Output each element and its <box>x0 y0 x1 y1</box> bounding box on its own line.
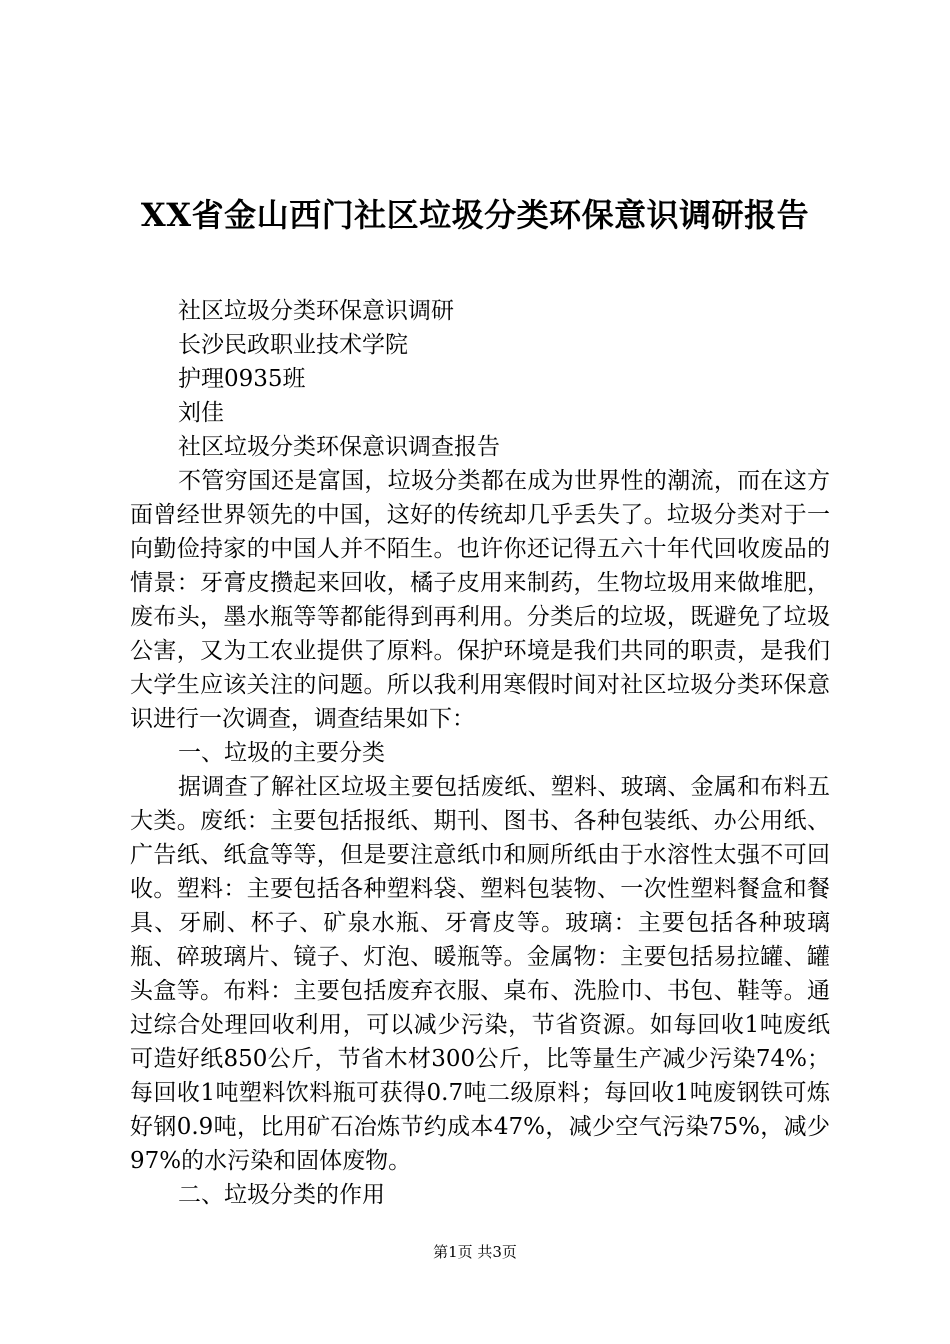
classification-paragraph: 据调查了解社区垃圾主要包括废纸、塑料、玻璃、金属和布料五大类。废纸：主要包括报纸、期刊、图书、各种包装纸、办公用纸、广告纸、纸盒等等，但是要注意纸巾和厕所纸由于水溶性太强不可回收。塑料：主要包括各种塑料袋、塑料包装物、一次性塑料餐盒和餐具、牙刷、杯子、矿泉水瓶、牙膏皮等。玻璃：主要包括各种玻璃瓶、碎玻璃片、镜子、灯泡、暖瓶等。金属物：主要包括易拉罐、罐头盒等。布料：主要包括废弃衣服、桌布、洗脸巾、书包、鞋等。通过综合处理回收利用，可以减少污染，节省资源。如每回收1吨废纸可造好纸850公斤，节省木材300公斤，比等量生产减少污染74%；每回收1吨塑料饮料瓶可获得0.7吨二级原料；每回收1吨废钢铁可炼好钢0.9吨，比用矿石冶炼节约成本47%，减少空气污染75%，减少97%的水污染和固体废物。 <box>130 774 830 1174</box>
subtitle-line: 社区垃圾分类环保意识调研 <box>178 298 454 324</box>
author-line: 刘佳 <box>178 400 224 426</box>
section-heading-2: 二、垃圾分类的作用 <box>178 1182 385 1208</box>
intro-paragraph: 不管穷国还是富国，垃圾分类都在成为世界性的潮流，而在这方面曾经世界领先的中国，这好的传统却几乎丢失了。垃圾分类对于一向勤俭持家的中国人并不陌生。也许你还记得五六十年代回收废品的情景：牙膏皮攒起来回收，橘子皮用来制药，生物垃圾用来做堆肥，废布头，墨水瓶等等都能得到再利用。分类后的垃圾，既避免了垃圾公害，又为工农业提供了原料。保护环境是我们共同的职责，是我们大学生应该关注的问题。所以我利用寒假时间对社区垃圾分类环保意识进行一次调查，调查结果如下： <box>130 468 830 732</box>
report-name-line: 社区垃圾分类环保意识调查报告 <box>178 434 500 460</box>
document-title: XX省金山西门社区垃圾分类环保意识调研报告 <box>140 196 810 234</box>
class-line: 护理0935班 <box>178 366 306 392</box>
section-heading-1: 一、垃圾的主要分类 <box>178 740 385 766</box>
page-footer: 第1页 共3页 <box>433 1243 517 1261</box>
school-line: 长沙民政职业技术学院 <box>178 332 408 358</box>
document-body <box>130 294 830 1212</box>
